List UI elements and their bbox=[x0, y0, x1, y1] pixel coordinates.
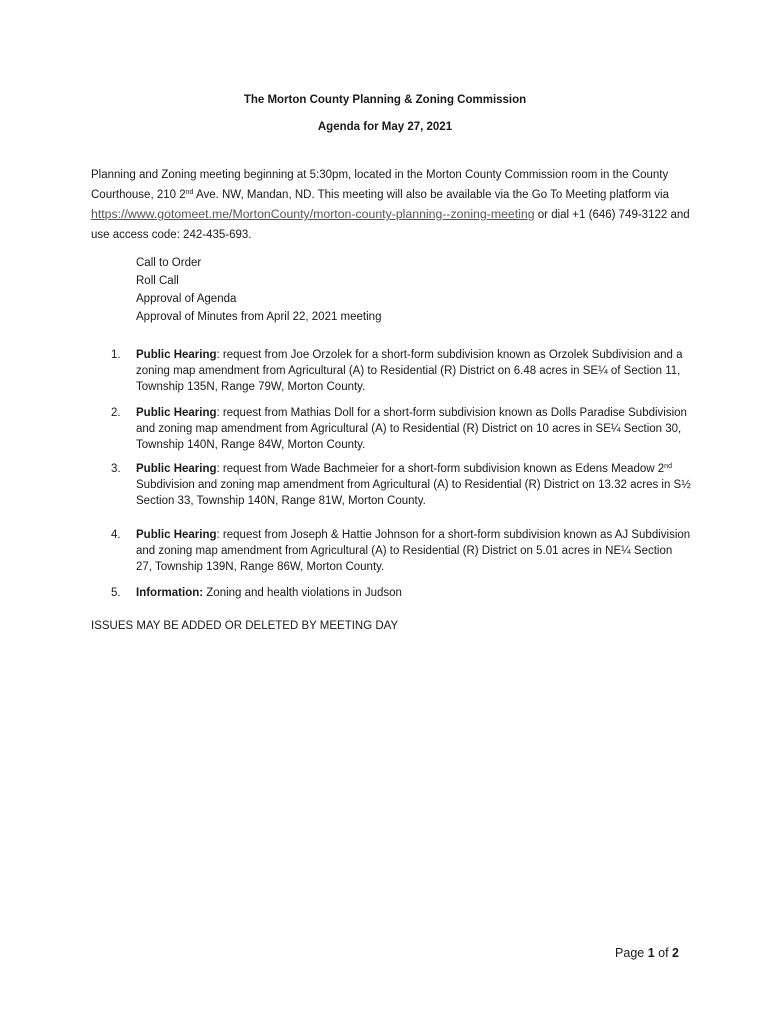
issues-notice: ISSUES MAY BE ADDED OR DELETED BY MEETING DAY bbox=[91, 620, 399, 632]
document-title: The Morton County Planning & Zoning Commission bbox=[243, 94, 527, 106]
page-middle: of bbox=[654, 946, 673, 960]
agenda-item-5 bbox=[111, 585, 691, 601]
prelim-approval-minutes: Approval of Minutes from April 22, 2021 meeting bbox=[136, 311, 382, 323]
meeting-link[interactable]: https://www.gotomeet.me/MortonCounty/morton-county-planning--zoning-meeting bbox=[91, 207, 535, 221]
item-text: : request from Joseph & Hattie Johnson for a short-form subdivision known as AJ Subdivision and zoning map amendment from Agricultural (A) to Residential (R) District on 5.01 acres in NE¼ Section 27, Township 139N, Range 86W, Morton County. bbox=[136, 529, 691, 573]
agenda-item-4 bbox=[111, 527, 691, 575]
prelim-approval-agenda: Approval of Agenda bbox=[136, 293, 237, 305]
meeting-intro bbox=[91, 166, 691, 245]
item-text: : request from Wade Bachmeier for a short-form subdivision known as Edens Meadow 2 bbox=[216, 463, 665, 475]
intro-text: Planning and Zoning meeting beginning at 5:30pm, located in the Morton County Commission room in the County Courthouse, 210 2 bbox=[91, 169, 669, 201]
item-sup: nd bbox=[664, 463, 672, 470]
agenda-item-3 bbox=[111, 461, 691, 509]
prelim-call-to-order: Call to Order bbox=[136, 257, 202, 269]
agenda-item-1 bbox=[111, 347, 691, 395]
item-label: Public Hearing bbox=[136, 463, 217, 475]
item-label: Information: bbox=[136, 587, 204, 599]
page-number bbox=[615, 946, 679, 960]
item-text: : request from Mathias Doll for a short-form subdivision known as Dolls Paradise Subdivision and zoning map amendment from Agricultural (A) to Residential (R) District on 10 acres in SE¼ Section 30, Township 140N, Range 84W, Morton County. bbox=[136, 407, 687, 451]
item-text: : request from Joe Orzolek for a short-form subdivision known as Orzolek Subdivision and a zoning map amendment from Agricultural (A) to Residential (R) District on 6.48 acres in SE¼ of Section 11, Township 135N, Range 79W, Morton County. bbox=[136, 349, 683, 393]
page-total: 2 bbox=[672, 946, 679, 960]
agenda-item-2 bbox=[111, 405, 691, 453]
page-current: 1 bbox=[647, 946, 655, 960]
preliminaries-list bbox=[136, 254, 381, 326]
page-prefix: Page bbox=[615, 946, 648, 960]
item-label: Public Hearing bbox=[136, 407, 217, 419]
agenda-date: Agenda for May 27, 2021 bbox=[317, 121, 453, 133]
item-label: Public Hearing bbox=[136, 349, 217, 361]
item-number: 5. bbox=[111, 587, 121, 599]
intro-text-2: Ave. NW, Mandan, ND. This meeting will also be available via the Go To Meeting platform via bbox=[193, 188, 669, 201]
item-label: Public Hearing bbox=[136, 529, 217, 541]
item-number: 1. bbox=[111, 349, 121, 361]
intro-sup: nd bbox=[185, 188, 194, 196]
item-text: Zoning and health violations in Judson bbox=[203, 587, 402, 599]
item-text-2: Subdivision and zoning map amendment from Agricultural (A) to Residential (R) District on 13.32 acres in S½ Section 33, Township 140N, Range 81W, Morton County. bbox=[136, 479, 691, 507]
prelim-roll-call: Roll Call bbox=[136, 275, 179, 287]
item-number: 3. bbox=[111, 463, 121, 475]
intro-text-3: or dial +1 (646) 749-3122 and use access code: 242-435-693. bbox=[91, 209, 690, 241]
item-number: 2. bbox=[111, 407, 121, 419]
item-number: 4. bbox=[111, 529, 121, 541]
